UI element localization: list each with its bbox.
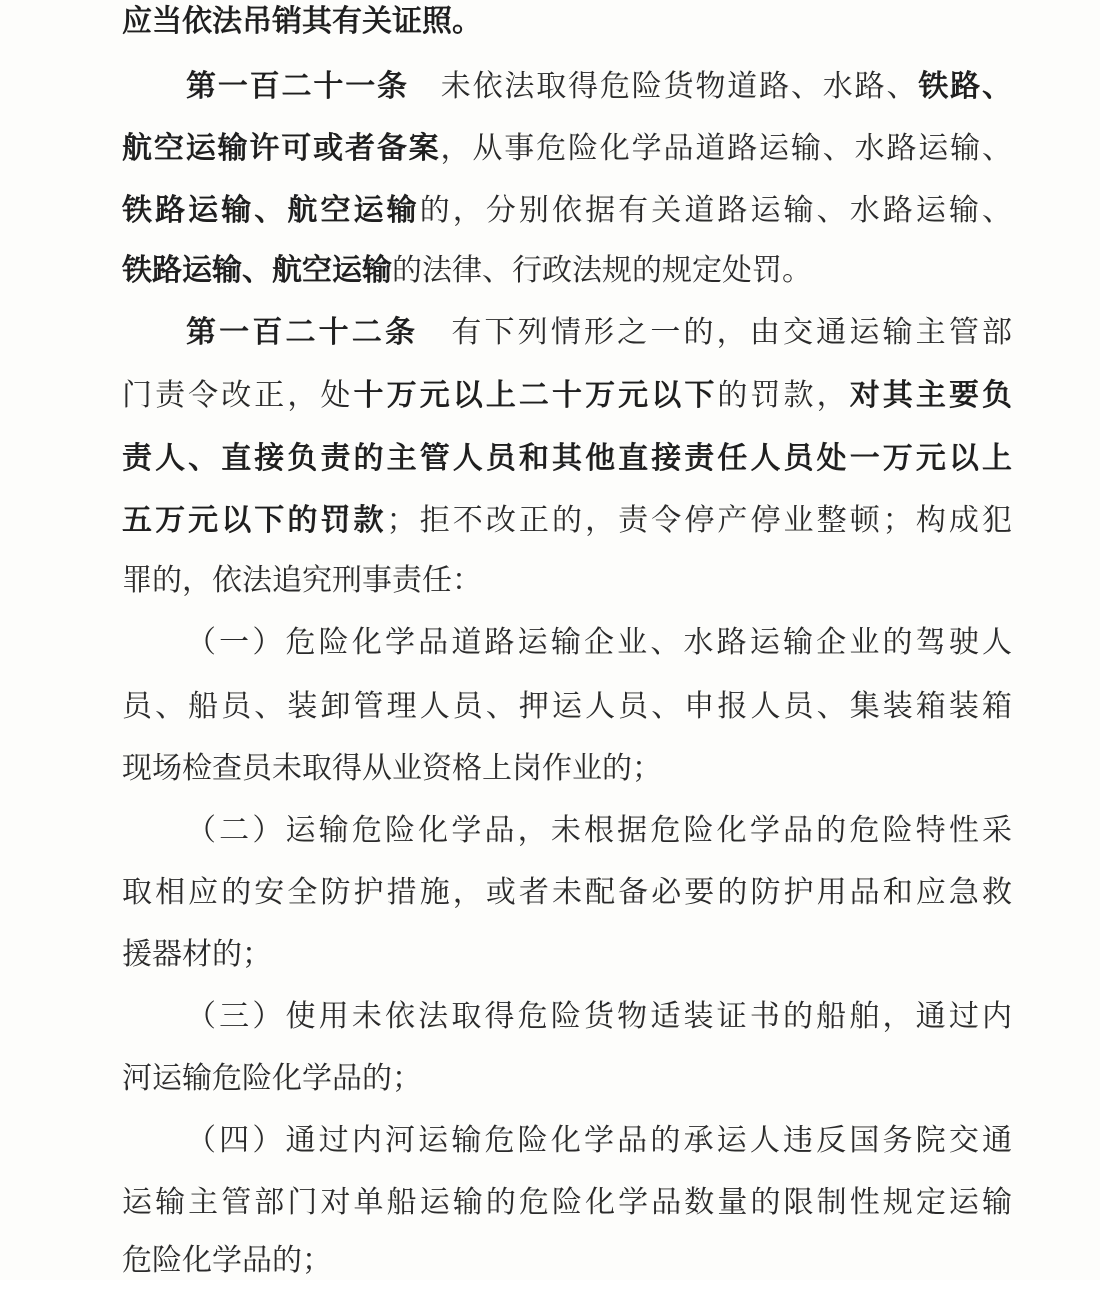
item-4-line [186,1110,1012,1172]
article-121-heading-line [186,56,1012,118]
text-segment: 责人、直接负责的主管人员和其他直接责任人员处一万元以上 [122,441,1012,476]
text-segment: 航空运输许可或者备案 [122,131,441,166]
text-line [122,180,1012,242]
text-segment: 的法律、行政法规的规定处罚。 [392,253,812,288]
text-line [122,1172,1012,1234]
text-line [122,862,1012,924]
text-segment: 的，分别依据有关道路运输、水路运输、 [419,193,1012,228]
text-segment: ；拒不改正的，责令停产停业整顿；构成犯 [386,503,1012,538]
text-line [122,738,1012,800]
text-line [122,240,1012,302]
text-segment: 现场检查员未取得从业资格上岗作业的； [122,751,662,786]
text-segment: 援器材的； [122,937,272,972]
text-segment: 河运输危险化学品的； [122,1061,422,1096]
article-122-heading-line [186,302,1012,364]
text-segment: 应当依法吊销其有关证照。 [122,4,482,39]
text-segment: （四）通过内河运输危险化学品的承运人违反国务院交通 [186,1123,1012,1158]
text-segment: 员、船员、装卸管理人员、押运人员、申报人员、集装箱装箱 [122,689,1012,724]
text-line [122,365,1012,427]
text-line [122,1230,1012,1292]
article-number: 第一百二十二条 [186,315,419,350]
text-segment: 十万元以上二十万元以下 [353,378,718,413]
article-number: 第一百二十一条 [186,69,409,104]
text-segment: 取相应的安全防护措施，或者未配备必要的防护用品和应急救 [122,875,1012,910]
text-segment: 未依法取得危险货物道路、水路、 [408,69,919,104]
item-3-line [186,986,1012,1048]
text-line [122,676,1012,738]
text-segment: 门责令改正，处 [122,378,354,413]
text-segment: （三）使用未依法取得危险货物适装证书的船舶，通过内 [186,999,1012,1034]
text-segment: 的罚款， [717,378,850,413]
text-segment: 运输主管部门对单船运输的危险化学品数量的限制性规定运输 [122,1185,1012,1220]
text-segment: 铁路、 [918,69,1012,104]
text-segment: 对其主要负 [849,378,1012,413]
text-segment: （一）危险化学品道路运输企业、水路运输企业的驾驶人 [186,625,1012,660]
text-line [122,118,1012,180]
text-line [122,428,1012,490]
text-segment: （二）运输危险化学品，未根据危险化学品的危险特性采 [186,813,1012,848]
text-line [122,490,1012,552]
text-segment: 罪的，依法追究刑事责任： [122,563,482,598]
text-segment: 五万元以下的罚款 [122,503,387,538]
text-segment: 铁路运输、航空运输 [122,193,420,228]
text-line [122,924,1012,986]
text-segment: ，从事危险化学品道路运输、水路运输、 [440,131,1012,166]
text-segment: 危险化学品的； [122,1243,332,1278]
text-line [122,0,1012,53]
item-1-line [186,612,1012,674]
text-segment: 铁路运输、航空运输 [122,253,392,288]
text-line [122,1048,1012,1110]
item-2-line [186,800,1012,862]
text-segment: 有下列情形之一的，由交通运输主管部 [418,315,1012,350]
text-line [122,550,1012,612]
